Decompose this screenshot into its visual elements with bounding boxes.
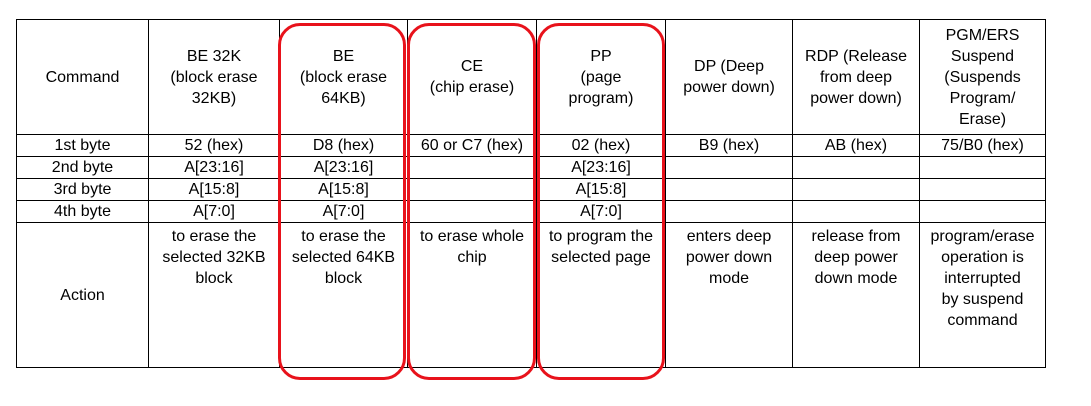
table-cell: A[23:16]	[280, 157, 408, 179]
table-row-3rd-byte	[17, 179, 1046, 201]
column-header-pp	[537, 20, 666, 135]
action-text: to erase the selected 64KB block	[291, 228, 396, 287]
table-cell	[408, 201, 537, 223]
table-cell	[793, 179, 920, 201]
row-label: 2nd byte	[17, 157, 149, 179]
table-cell: A[15:8]	[537, 179, 666, 201]
column-header-dp	[666, 20, 793, 135]
table-cell	[920, 179, 1046, 201]
table-cell	[666, 201, 793, 223]
table-cell	[920, 201, 1046, 223]
table-cell: AB (hex)	[793, 135, 920, 157]
action-text: to program the selected page	[548, 228, 654, 266]
table-cell: 60 or C7 (hex)	[408, 135, 537, 157]
table-cell: A[23:16]	[149, 157, 280, 179]
action-text: to erase whole chip	[419, 228, 525, 266]
table-cell	[537, 223, 666, 368]
column-header-text: BE 32K (block erase 32KB)	[170, 47, 258, 107]
column-header-pgmers	[920, 20, 1046, 135]
action-text: program/erase operation is interrupted by suspend command	[930, 228, 1035, 329]
table-cell: A[7:0]	[537, 201, 666, 223]
header-row	[17, 20, 1046, 135]
table-row-1st-byte	[17, 135, 1046, 157]
table-cell	[280, 223, 408, 368]
column-header-text: PP (page program)	[568, 47, 634, 107]
column-header-text: BE (block erase 64KB)	[299, 47, 388, 107]
table-cell	[666, 179, 793, 201]
row-label	[17, 223, 149, 368]
table-cell: A[15:8]	[149, 179, 280, 201]
row-label: 1st byte	[17, 135, 149, 157]
row-label: 3rd byte	[17, 179, 149, 201]
table-cell	[793, 157, 920, 179]
table-row-2nd-byte	[17, 157, 1046, 179]
table-row-action	[17, 223, 1046, 368]
row-label-text: Action	[60, 286, 105, 304]
table-cell	[149, 223, 280, 368]
command-header-cell	[17, 20, 149, 135]
action-text: enters deep power down mode	[685, 228, 773, 287]
column-header-be32k	[149, 20, 280, 135]
table-cell	[793, 223, 920, 368]
action-text: to erase the selected 32KB block	[162, 228, 266, 287]
table-cell: A[23:16]	[537, 157, 666, 179]
table-cell	[408, 157, 537, 179]
table-cell: D8 (hex)	[280, 135, 408, 157]
table-row-4th-byte	[17, 201, 1046, 223]
table-cell: 75/B0 (hex)	[920, 135, 1046, 157]
table-cell: A[15:8]	[280, 179, 408, 201]
row-label: 4th byte	[17, 201, 149, 223]
table-cell: B9 (hex)	[666, 135, 793, 157]
table-cell	[920, 157, 1046, 179]
table-cell	[793, 201, 920, 223]
table-cell	[666, 157, 793, 179]
table-cell: 02 (hex)	[537, 135, 666, 157]
command-table	[16, 19, 1046, 368]
column-header-text: DP (Deep power down)	[683, 58, 775, 96]
action-text: release from deep power down mode	[811, 228, 901, 287]
table-cell: A[7:0]	[149, 201, 280, 223]
table-cell: A[7:0]	[280, 201, 408, 223]
column-header-text: CE (chip erase)	[429, 58, 515, 96]
column-header-ce	[408, 20, 537, 135]
column-header-rdp	[793, 20, 920, 135]
column-header-be	[280, 20, 408, 135]
column-header-text: PGM/ERS Suspend (Suspends Program/ Erase)	[944, 26, 1021, 128]
table-cell	[920, 223, 1046, 368]
table-cell	[408, 179, 537, 201]
column-header-text: RDP (Release from deep power down)	[805, 47, 907, 107]
table-cell: 52 (hex)	[149, 135, 280, 157]
table-cell	[666, 223, 793, 368]
command-header-text: Command	[45, 68, 120, 86]
table-cell	[408, 223, 537, 368]
